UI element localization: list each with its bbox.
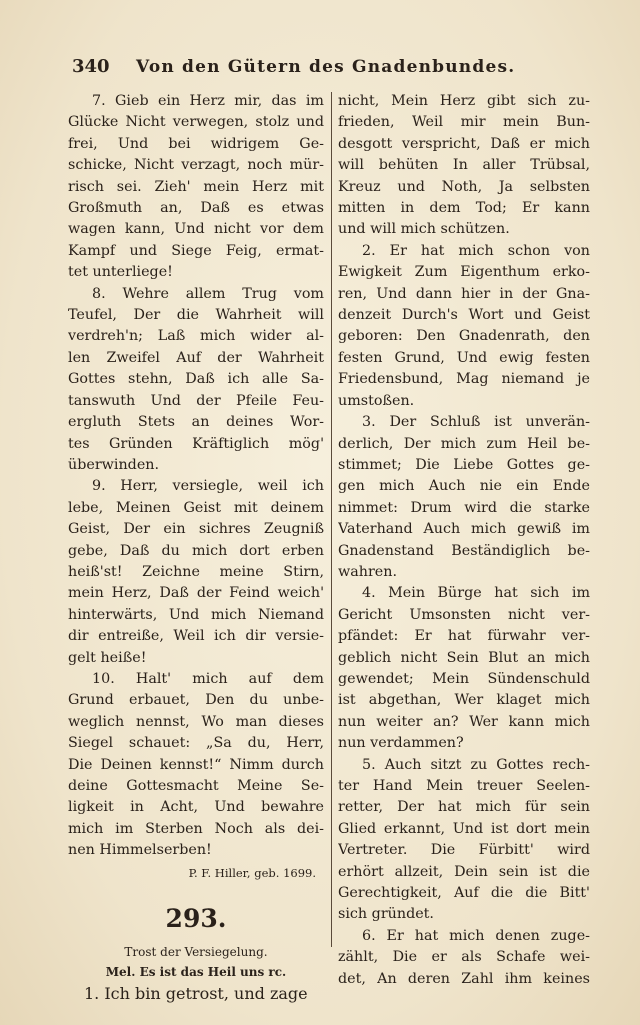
verse-line: ist abgethan, Wer klaget mich [338, 692, 590, 709]
verse-line: tanswuth Und der Pfeile Feu- [68, 392, 324, 409]
page-number: 340 [72, 56, 110, 77]
verse-line: überwinden. [68, 456, 160, 473]
verse-line: weglich nennst, Wo man dieses [68, 713, 324, 730]
verse-line: Die Deinen kennst!“ Nimm durch [68, 756, 324, 773]
verse-line: zählt, Die er als Schafe wei- [338, 949, 590, 966]
verse-line: schicke, Nicht verzagt, noch mür- [68, 157, 324, 174]
left-column [68, 91, 324, 1006]
verse-line: tet unterliege! [68, 264, 173, 281]
verse-line: nicht, Mein Herz gibt sich zu- [338, 93, 590, 109]
verse-5 [338, 755, 590, 926]
verse-line: umstoßen. [338, 392, 415, 409]
verse-line: Gerechtigkeit, Auf die die Bitt' [338, 885, 590, 902]
verse-line: erhört allzeit, Dein sein ist die [338, 863, 590, 880]
verse-line: geblich nicht Sein Blut an mich [338, 649, 590, 666]
verse-line: derlich, Der mich zum Heil be- [338, 435, 590, 452]
verse-line: wagen kann, Und nicht vor dem [68, 221, 324, 238]
verse-line: 9. Herr, versiegle, weil ich [92, 478, 324, 495]
hymn-first-line: 1. Ich bin getrost, und zage [84, 983, 308, 1003]
verse-line: deine Gottesmacht Meine Se- [68, 778, 324, 794]
verse-line: Friedensbund, Mag niemand je [338, 371, 590, 388]
verse-line: 3. Der Schluß ist unverän- [362, 414, 590, 431]
verse-line: verdreh'n; Laß mich wider al- [68, 328, 324, 345]
hymn-author: P. F. Hiller, geb. 1699. [188, 865, 316, 880]
verse-line: 2. Er hat mich schon von [362, 242, 590, 259]
verse-line: frei, Und bei widrigem Ge- [68, 135, 324, 152]
verse-line: 5. Auch sitzt zu Gottes rech- [362, 756, 590, 773]
verse-line: festen Grund, Und ewig festen [338, 349, 590, 366]
verse-line: geboren: Den Gnadenrath, den [338, 328, 590, 345]
verse-line: gen mich Auch nie ein Ende [338, 478, 590, 495]
verse-line: risch sei. Zieh' mein Herz mit [68, 178, 324, 195]
verse-line: len Zweifel Auf der Wahrheit [68, 349, 324, 366]
verse-6 [338, 926, 590, 990]
verse-line: hinterwärts, Und mich Niemand [68, 606, 324, 623]
right-column [338, 91, 590, 990]
verse-line: 7. Gieb ein Herz mir, das im [92, 93, 324, 109]
verse-line: stimmet; Die Liebe Gottes ge- [338, 456, 590, 473]
verse-line: pfändet: Er hat fürwahr ver- [338, 628, 590, 645]
verse-line: ren, Und dann hier in der Gna- [338, 285, 590, 302]
verse-3 [338, 412, 590, 583]
verse-line: denzeit Durch's Wort und Geist [338, 307, 590, 324]
verse-line: frieden, Weil mir mein Bun- [338, 114, 590, 131]
verse-line: Geist, Der ein sichres Zeugniß [68, 521, 324, 538]
page-header [72, 56, 552, 84]
verse-line: Ewigkeit Zum Eigenthum erko- [338, 264, 590, 281]
verse-line: Kreuz und Noth, Ja selbsten [338, 178, 590, 195]
verse-8 [68, 284, 324, 477]
verse-2 [338, 241, 590, 412]
running-title: Von den Gütern des Gnadenbundes. [136, 57, 516, 77]
verse-line: Gnadenstand Beständiglich be- [338, 542, 590, 559]
hymn-title: Trost der Versiegelung. [124, 944, 268, 959]
verse-line: lebe, Meinen Geist mit deinem [68, 499, 324, 516]
verse-line: ergluth Stets an deines Wor- [68, 414, 324, 431]
melody-line: Mel. Es ist das Heil uns rc. [105, 964, 287, 979]
verse-line: gewendet; Mein Sündenschuld [338, 670, 590, 687]
verse-line: gelt heiße! [68, 649, 147, 666]
hymn-number: 293. [165, 903, 227, 933]
verse-line: nimmet: Drum wird die starke [338, 499, 590, 516]
verse-line: mein Herz, Daß der Feind weich' [68, 585, 324, 602]
verse-line: mich im Sterben Noch als dei- [68, 820, 324, 837]
verse-line: Siegel schauet: „Sa du, Herr, [68, 735, 324, 752]
verse-line: Teufel, Der die Wahrheit will [68, 307, 324, 324]
verse-line: desgott verspricht, Daß er mich [338, 135, 590, 152]
verse-7 [68, 91, 324, 284]
verse-line: Gericht Umsonsten nicht ver- [338, 606, 590, 623]
verse-line: nen Himmelserben! [68, 842, 212, 859]
verse-line: ter Hand Mein treuer Seelen- [338, 778, 590, 794]
verse-line: Glücke Nicht verwegen, stolz und [68, 114, 324, 131]
verse-10 [68, 669, 324, 862]
verse-line: heiß'st! Zeichne meine Stirn, [68, 563, 324, 580]
verse-line: det, An deren Zahl ihm keines [338, 970, 590, 987]
verse-line: Kampf und Siege Feig, ermat- [68, 242, 324, 259]
verse-line: 4. Mein Bürge hat sich im [362, 585, 590, 602]
verse-line: nun verdammen? [338, 735, 464, 752]
verse-1-continued [338, 91, 590, 241]
verse-line: dir entreiße, Weil ich dir versie- [68, 628, 324, 645]
verse-line: wahren. [338, 563, 398, 580]
column-divider [331, 92, 332, 947]
verse-4 [338, 583, 590, 754]
verse-line: gebe, Daß du mich dort erben [68, 542, 324, 559]
verse-line: mitten in dem Tod; Er kann [338, 200, 590, 217]
verse-line: tes Gründen Kräftiglich mög' [68, 435, 324, 452]
verse-line: und will mich schützen. [338, 221, 510, 238]
verse-line: nun weiter an? Wer kann mich [338, 713, 590, 730]
verse-9 [68, 476, 324, 669]
verse-line: Grund erbauet, Den du unbe- [68, 692, 324, 709]
verse-line: Gottes stehn, Daß ich alle Sa- [68, 371, 324, 388]
verse-line: will behüten In aller Trübsal, [338, 157, 590, 174]
verse-line: Vaterhand Auch mich gewiß im [338, 521, 590, 538]
verse-line: Glied erkannt, Und ist dort mein [338, 820, 590, 837]
verse-line: 8. Wehre allem Trug vom [92, 285, 324, 302]
verse-line: 6. Er hat mich denen zuge- [362, 927, 590, 944]
verse-line: Großmuth an, Daß es etwas [68, 200, 324, 217]
verse-line: sich gründet. [338, 906, 434, 923]
verse-line: retter, Der hat mich für sein [338, 799, 590, 816]
verse-line: Vertreter. Die Fürbitt' wird [338, 842, 590, 859]
verse-line: ligkeit in Acht, Und bewahre [68, 799, 324, 816]
verse-line: 10. Halt' mich auf dem [92, 670, 324, 687]
